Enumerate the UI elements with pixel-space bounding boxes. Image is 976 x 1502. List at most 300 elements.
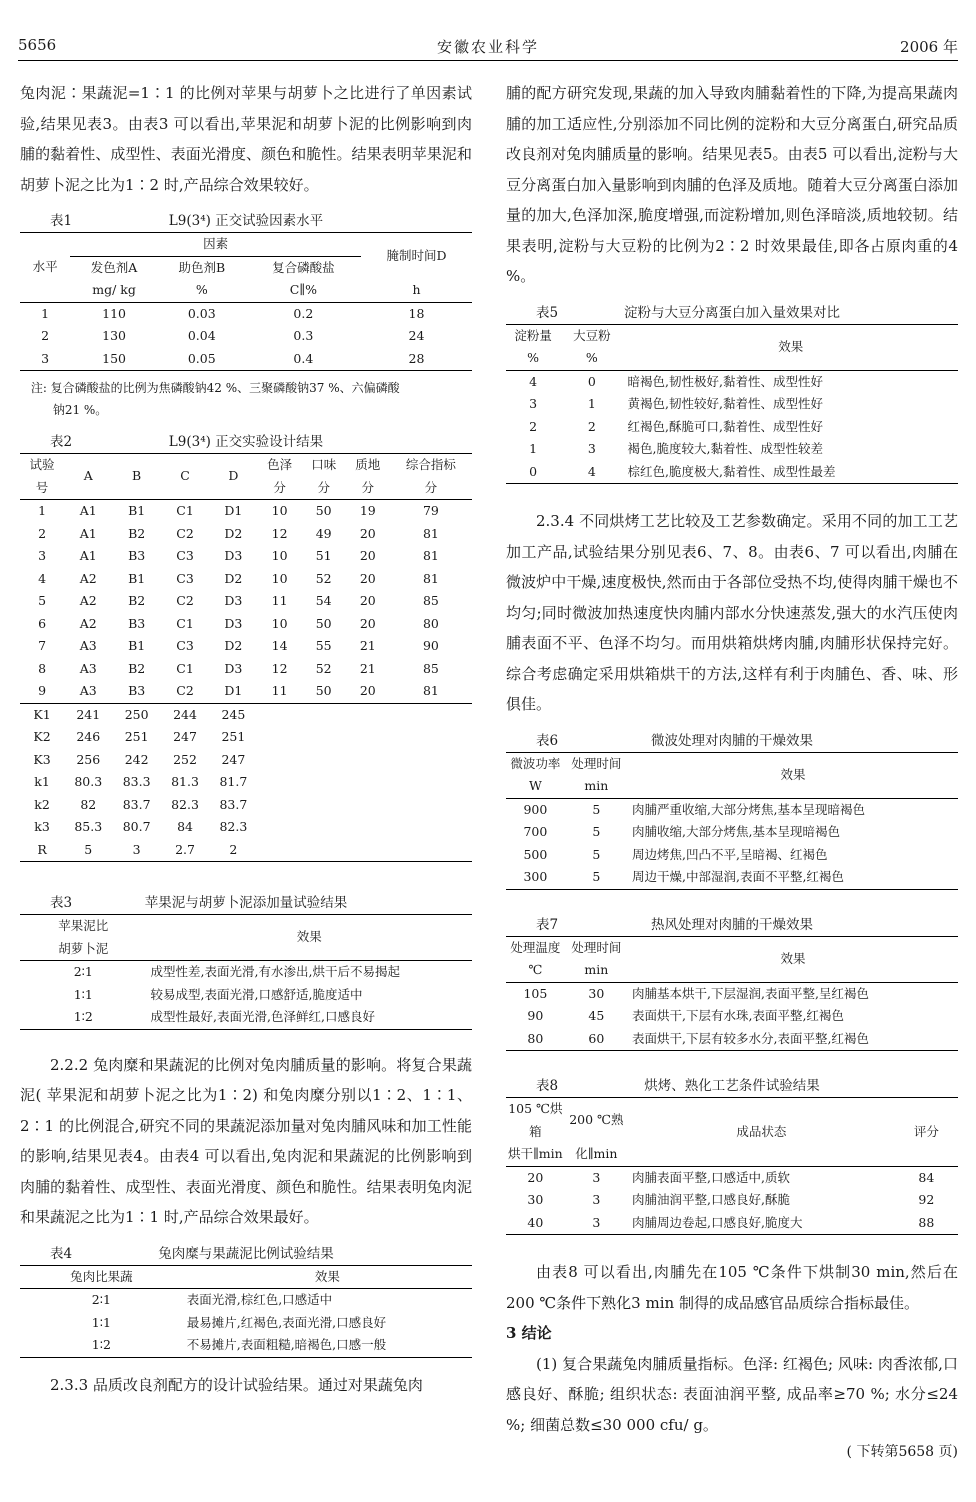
header-cell: 因素 <box>70 233 361 257</box>
table-cell <box>258 726 302 749</box>
table-cell: 92 <box>918 1192 935 1207</box>
table-title: 淀粉与大豆分离蛋白加入量效果对比 <box>624 304 840 321</box>
table-cell: 3 <box>529 396 538 411</box>
table-cell: 9 <box>38 683 47 698</box>
header-cell: 苹果泥比 <box>58 918 109 933</box>
table-cell: 85.3 <box>74 819 103 834</box>
table-cell: 5 <box>592 846 601 862</box>
table-2 <box>20 453 472 861</box>
table-cell: 6 <box>38 615 47 631</box>
table-1 <box>20 232 472 370</box>
header-cell: 效果 <box>780 950 806 966</box>
table-cell: 82.3 <box>219 819 248 834</box>
table-cell: 0.04 <box>187 328 216 343</box>
table-cell: 5 <box>38 593 47 608</box>
table-cell: 251 <box>124 729 149 744</box>
table-cell: R <box>37 841 47 857</box>
table-row <box>506 1166 958 1189</box>
table-cell: C3 <box>176 638 194 653</box>
header-cell: 分 <box>273 479 286 495</box>
table-cell: C2 <box>176 593 194 608</box>
table-cell: 80.7 <box>122 819 151 834</box>
header-cell: 处理时间 <box>571 939 622 955</box>
table-cell: 0.05 <box>187 350 216 366</box>
header-cell: 腌制时间D <box>386 247 447 263</box>
table-cell: 5 <box>592 824 601 839</box>
table-cell: 肉脯收缩,大部分烤焦,基本呈现暗褐色 <box>632 824 840 839</box>
table-cell: 900 <box>523 801 548 817</box>
header-cell: 大豆粉 <box>573 327 611 343</box>
table-cell <box>390 816 472 839</box>
header-cell: min <box>584 778 609 793</box>
header-cell: 综合指标 <box>405 457 456 472</box>
table-number: 表3 <box>50 895 73 911</box>
table-7 <box>506 936 958 1051</box>
table-row <box>20 348 472 371</box>
table-cell: 81 <box>422 548 439 563</box>
table-cell: 300 <box>523 869 548 884</box>
table-cell: 50 <box>315 615 332 631</box>
table-title: 微波处理对肉脯的干燥效果 <box>651 732 813 749</box>
header-cell: C∥% <box>289 282 317 297</box>
table-cell: 82.3 <box>171 796 199 812</box>
table-cell: 80.3 <box>74 774 103 789</box>
table-cell <box>390 749 472 772</box>
paragraph: 由表8 可以看出,肉脯先在105 ℃条件下烘制30 min,然后在200 ℃条件下熟化3 min 制得的成品感官品质综合指标最佳。 <box>506 1263 958 1312</box>
header-cell: 口味 <box>311 457 337 472</box>
table-cell: 245 <box>221 706 246 722</box>
table-cell: 21 <box>359 638 376 653</box>
table-cell: 4 <box>38 570 47 586</box>
table-cell: 90 <box>527 1008 544 1023</box>
table-cell: D1 <box>224 683 243 698</box>
table-cell: 2 <box>41 328 50 343</box>
table-cell: 81.3 <box>171 774 199 789</box>
table-row <box>20 839 472 862</box>
table-row <box>506 461 958 484</box>
table-cell: C2 <box>176 683 194 698</box>
table-caption <box>506 730 958 752</box>
table-row <box>20 635 472 658</box>
table-cell: 241 <box>76 706 101 722</box>
table-cell: 14 <box>271 638 288 653</box>
table-cell: 1∶1 <box>73 986 93 1002</box>
table-cell <box>390 703 472 726</box>
table-cell: 30 <box>588 985 605 1001</box>
table-3 <box>20 914 472 1029</box>
table-cell <box>302 816 346 839</box>
table-row <box>506 866 958 889</box>
table-cell: 247 <box>221 751 246 767</box>
table-cell: 0 <box>529 463 538 479</box>
table-row <box>506 438 958 461</box>
table-cell: 20 <box>527 1169 544 1185</box>
header-cell: mg/ kg <box>92 282 136 297</box>
table-cell: 12 <box>271 660 288 676</box>
table-cell: 3 <box>592 1169 601 1185</box>
table-cell <box>390 794 472 817</box>
table-cell: 83.7 <box>219 796 248 812</box>
table-cell: 肉脯严重收缩,大部分烤焦,基本呈现暗褐色 <box>632 801 865 817</box>
table-cell: 褐色,脆度较大,黏着性、成型性较差 <box>627 441 823 456</box>
header-cell: 200 ℃熟 <box>569 1112 624 1128</box>
paragraph: 脯的配方研究发现,果蔬的加入导致肉脯黏着性的下降,为提高果蔬肉脯的加工适应性,分别添加不同比例的淀粉和大豆分离蛋白,研究品质改良剂对兔肉脯质量的影响。结果见表5。由表5 可以看出,淀粉与大豆分离蛋白加入量影响到肉脯的色泽及质地。随着大豆分离蛋白添加量的加大,色泽加深,脆度增强,而淀粉增加,则色泽暗淡,质地较韧。结果表明,淀粉与大豆粉的比例为2∶2 时效果最佳,即各占原肉重的4 %。 <box>506 84 958 285</box>
table-title: 热风处理对肉脯的干燥效果 <box>651 916 813 933</box>
table-cell <box>258 771 302 794</box>
table-cell: 83.3 <box>122 774 151 789</box>
table-number: 表6 <box>536 732 559 749</box>
table-row <box>506 370 958 393</box>
table-row <box>20 658 472 681</box>
header-cell: W <box>528 778 542 793</box>
header-cell: 效果 <box>778 338 804 354</box>
header-cell: 成品状态 <box>736 1123 787 1139</box>
table-cell: 251 <box>221 729 246 744</box>
table-row <box>506 416 958 439</box>
table-cell: 表面光滑,棕红色,口感适中 <box>186 1292 333 1307</box>
table-cell: 周边干燥,中部湿润,表面不平整,红褐色 <box>632 869 844 884</box>
header-cell: 试验 <box>29 457 55 472</box>
table-cell: 3 <box>587 441 596 456</box>
table-row <box>20 1289 472 1312</box>
table-cell: 88 <box>918 1214 935 1230</box>
table-cell: 500 <box>523 846 548 862</box>
table-cell: 242 <box>124 751 149 767</box>
table-row <box>20 523 472 546</box>
table-row <box>20 613 472 636</box>
table-cell: B1 <box>128 503 146 518</box>
header-cell: 质地 <box>355 457 381 472</box>
table-cell: 85 <box>422 593 439 608</box>
table-cell: 246 <box>76 729 101 744</box>
table-row <box>506 1212 958 1235</box>
table-cell: A3 <box>79 683 97 698</box>
header-cell: min <box>584 962 609 977</box>
table-cell: K1 <box>33 706 51 722</box>
table-cell: B1 <box>128 570 146 586</box>
table-cell: 20 <box>359 525 376 541</box>
table-cell: 60 <box>588 1030 605 1046</box>
table-row <box>20 545 472 568</box>
table-cell: 暗褐色,韧性极好,黏着性、成型性好 <box>627 373 823 389</box>
table-row <box>506 1005 958 1028</box>
table-cell: 0.03 <box>187 305 216 321</box>
table-cell: 50 <box>315 683 332 698</box>
table-cell: 81 <box>422 525 439 541</box>
table-cell: 2 <box>529 418 538 434</box>
table-cell: 84 <box>918 1169 935 1185</box>
table-cell: 1 <box>38 503 47 518</box>
table-row <box>20 1312 472 1335</box>
table-cell: 3 <box>38 548 47 563</box>
header-cell: 色泽 <box>267 457 293 472</box>
paragraph: 2.3.3 品质改良剂配方的设计试验结果。通过对果蔬兔肉 <box>50 1375 423 1394</box>
header-cell: 化∥min <box>575 1146 618 1161</box>
table-cell: 52 <box>315 570 332 586</box>
table-title: L9(3⁴) 正交实验设计结果 <box>168 434 324 450</box>
table-cell: 18 <box>408 305 425 321</box>
table-cell: 80 <box>422 615 439 631</box>
paragraph: (1) 复合果蔬兔肉脯质量指标。色泽: 红褐色; 风味: 肉香浓郁,口感良好、酥脆; 组织状态: 表面油润平整, 成品率≥70 %; 水分≤24 %; 细菌总数≤30 000 cfu/ g。 <box>506 1354 958 1434</box>
table-cell <box>302 794 346 817</box>
table-title: L9(3⁴) 正交试验因素水平 <box>168 213 324 229</box>
header-cell: 胡萝卜泥 <box>58 940 109 956</box>
table-row <box>20 568 472 591</box>
table-cell <box>390 726 472 749</box>
table-row <box>20 1334 472 1357</box>
table-cell <box>258 749 302 772</box>
table-cell: 256 <box>76 751 101 767</box>
header-cell: % <box>195 282 208 297</box>
table-number: 表8 <box>536 1078 559 1094</box>
table-cell: 45 <box>588 1008 605 1023</box>
table-row <box>20 984 472 1007</box>
table-cell: A3 <box>79 660 97 676</box>
table-cell: A1 <box>79 525 97 541</box>
table-row <box>20 680 472 703</box>
table-cell: D1 <box>224 503 243 518</box>
table-cell: 110 <box>102 305 126 321</box>
table-6 <box>506 752 958 889</box>
header-cell: 烘干∥min <box>508 1146 563 1161</box>
table-cell: 83.7 <box>122 796 151 812</box>
page-header <box>18 36 958 61</box>
table-cell <box>302 726 346 749</box>
table-cell: C1 <box>176 615 194 631</box>
header-cell: 发色剂A <box>90 259 138 275</box>
table-row <box>20 794 472 817</box>
table-cell: 3 <box>592 1192 601 1207</box>
table-caption <box>506 914 958 936</box>
table-cell: B3 <box>128 548 146 563</box>
table-cell: B2 <box>128 593 146 608</box>
table-number: 表7 <box>536 916 559 933</box>
table-cell: 0 <box>587 373 596 389</box>
table-cell: k1 <box>34 774 50 789</box>
header-cell: 效果 <box>314 1268 340 1284</box>
table-cell: 10 <box>271 503 288 518</box>
table-cell: 50 <box>315 503 332 518</box>
table-cell: 表面烘干,下层有较多水分,表面平整,红褐色 <box>632 1030 869 1046</box>
table-cell: 表面烘干,下层有水珠,表面平整,红褐色 <box>632 1008 844 1023</box>
table-row <box>506 393 958 416</box>
table-cell <box>346 749 390 772</box>
table-cell: 49 <box>315 525 332 541</box>
table-cell: A2 <box>79 593 97 608</box>
table-row <box>20 1006 472 1029</box>
table-cell: 81 <box>422 683 439 698</box>
header-cell: C <box>180 468 190 484</box>
table-cell: 20 <box>359 615 376 631</box>
right-column <box>506 78 958 1464</box>
table-cell: 12 <box>271 525 288 541</box>
table-caption <box>20 210 472 232</box>
table-cell: 2∶1 <box>73 964 93 979</box>
table-cell <box>258 703 302 726</box>
header-cell: 分 <box>317 479 330 495</box>
table-cell: k2 <box>34 796 50 812</box>
table-cell: A2 <box>79 615 97 631</box>
header-cell: % <box>585 350 598 365</box>
table-cell <box>346 816 390 839</box>
table-cell <box>258 839 302 862</box>
table-cell: 2 <box>38 525 47 541</box>
table-cell: 28 <box>408 350 425 366</box>
table-number: 表4 <box>50 1245 73 1262</box>
table-cell: 肉脯周边卷起,口感良好,脆度大 <box>632 1214 803 1230</box>
table-row <box>506 1189 958 1212</box>
table-cell: 8 <box>38 660 47 676</box>
table-cell: 10 <box>271 548 288 563</box>
table-cell: B2 <box>128 660 146 676</box>
header-cell: 兔肉比果蔬 <box>70 1268 133 1284</box>
table-cell <box>346 726 390 749</box>
table-cell: 棕红色,脆度极大,黏着性、成型性最差 <box>627 463 836 479</box>
table-cell: C1 <box>176 660 194 676</box>
journal-name: 安徽农业科学 <box>436 38 539 56</box>
table-cell: 52 <box>315 660 332 676</box>
table-cell: 130 <box>102 328 126 343</box>
table-cell: 最易摊片,红褐色,表面光滑,口感良好 <box>186 1314 387 1330</box>
table-cell: 2 <box>229 841 238 857</box>
table-cell: D3 <box>224 548 243 563</box>
header-cell: 评分 <box>913 1123 939 1139</box>
table-8 <box>506 1097 958 1234</box>
header-cell: 复合磷酸盐 <box>272 259 335 275</box>
table-cell: 84 <box>177 819 193 834</box>
table-cell <box>258 816 302 839</box>
table-cell: 105 <box>523 985 548 1001</box>
table-note: 注: 复合磷酸盐的比例为焦磷酸钠42 %、三聚磷酸钠37 %、六偏磷酸 <box>30 381 400 395</box>
table-number: 表5 <box>536 304 559 321</box>
table-cell: A2 <box>79 570 97 586</box>
table-caption <box>506 302 958 324</box>
table-title: 兔肉糜与果蔬泥比例试验结果 <box>158 1245 334 1262</box>
table-cell <box>390 771 472 794</box>
header-cell: 效果 <box>780 766 806 782</box>
table-cell: 51 <box>315 548 332 563</box>
table-cell <box>302 703 346 726</box>
table-cell: D3 <box>224 660 243 676</box>
header-cell: 水平 <box>32 259 58 274</box>
table-cell: 150 <box>102 350 126 366</box>
table-row <box>506 982 958 1005</box>
table-cell: C3 <box>176 548 194 563</box>
table-cell: 250 <box>124 706 149 722</box>
table-cell <box>346 703 390 726</box>
table-cell: 20 <box>359 548 376 563</box>
table-cell <box>302 771 346 794</box>
table-cell: 1 <box>41 305 50 321</box>
table-cell: 24 <box>408 328 425 343</box>
table-cell: 700 <box>523 824 548 839</box>
table-cell <box>346 771 390 794</box>
table-cell: 2∶1 <box>91 1292 111 1307</box>
table-cell: 79 <box>422 503 439 518</box>
table-cell: 30 <box>527 1192 544 1207</box>
header-cell: 淀粉量 <box>514 327 552 343</box>
table-cell: 1 <box>587 396 596 411</box>
table-cell: 82 <box>80 796 97 812</box>
continued-note: ( 下转第5658 页) <box>846 1444 958 1460</box>
header-cell: 105 ℃烘箱 <box>508 1101 563 1139</box>
table-number: 表2 <box>50 434 73 450</box>
table-cell: 肉脯油润平整,口感良好,酥脆 <box>632 1192 790 1207</box>
table-cell: 7 <box>38 638 47 653</box>
table-cell: 1∶1 <box>91 1314 111 1330</box>
table-cell: 20 <box>359 593 376 608</box>
table-cell: 21 <box>359 660 376 676</box>
table-cell <box>346 794 390 817</box>
table-row <box>20 771 472 794</box>
table-cell: 2 <box>587 418 596 434</box>
table-cell: K3 <box>33 751 51 767</box>
table-row <box>20 703 472 726</box>
table-cell: 1∶2 <box>73 1009 93 1024</box>
header-cell: ℃ <box>528 962 543 977</box>
table-row <box>506 1028 958 1051</box>
header-cell: 处理时间 <box>571 755 622 771</box>
table-caption <box>20 1243 472 1265</box>
header-cell: 号 <box>35 479 49 495</box>
table-cell <box>346 839 390 862</box>
table-cell: 1 <box>529 441 538 456</box>
table-row <box>506 844 958 867</box>
table-4 <box>20 1265 472 1357</box>
table-cell: 3 <box>132 841 141 857</box>
table-cell: 2.7 <box>175 841 195 857</box>
table-cell: A1 <box>79 548 97 563</box>
table-cell: 10 <box>271 570 288 586</box>
table-cell: 247 <box>173 729 197 744</box>
table-cell: 成型性最好,表面光滑,色泽鲜红,口感良好 <box>150 1009 375 1024</box>
table-cell <box>390 839 472 862</box>
table-cell: D3 <box>224 615 243 631</box>
table-cell: B2 <box>128 525 146 541</box>
table-cell: B1 <box>128 638 146 653</box>
table-cell: 0.4 <box>293 350 314 366</box>
header-cell: 微波功率 <box>510 755 561 771</box>
table-cell: 成型性差,表面光滑,有水渗出,烘干后不易揭起 <box>150 964 400 979</box>
table-cell: 3 <box>592 1214 601 1230</box>
table-cell: 54 <box>315 593 332 608</box>
table-cell: 较易成型,表面光滑,口感舒适,脆度适中 <box>150 986 363 1002</box>
table-row <box>20 816 472 839</box>
table-row <box>20 749 472 772</box>
table-cell: 黄褐色,韧性较好,黏着性、成型性好 <box>627 396 823 411</box>
table-cell: 244 <box>173 706 197 722</box>
header-cell: B <box>132 468 142 484</box>
table-cell: 85 <box>422 660 439 676</box>
header-cell: D <box>228 468 239 484</box>
table-cell: 肉脯基本烘干,下层湿润,表面平整,呈红褐色 <box>632 985 869 1001</box>
header-cell: A <box>83 468 93 484</box>
table-cell: 3 <box>41 350 50 366</box>
table-title: 烘烤、熟化工艺条件试验结果 <box>644 1078 820 1094</box>
table-number: 表1 <box>50 213 73 229</box>
table-cell: B3 <box>128 683 146 698</box>
table-cell: D3 <box>224 593 243 608</box>
left-column <box>20 78 472 1400</box>
table-cell: 周边烤焦,凹凸不平,呈暗褐、红褐色 <box>632 846 828 862</box>
table-cell: D2 <box>224 570 243 586</box>
table-cell: A3 <box>79 638 97 653</box>
table-cell <box>302 839 346 862</box>
table-caption <box>20 431 472 453</box>
table-cell: C2 <box>176 525 194 541</box>
table-cell: 19 <box>359 503 376 518</box>
table-cell: C3 <box>176 570 194 586</box>
